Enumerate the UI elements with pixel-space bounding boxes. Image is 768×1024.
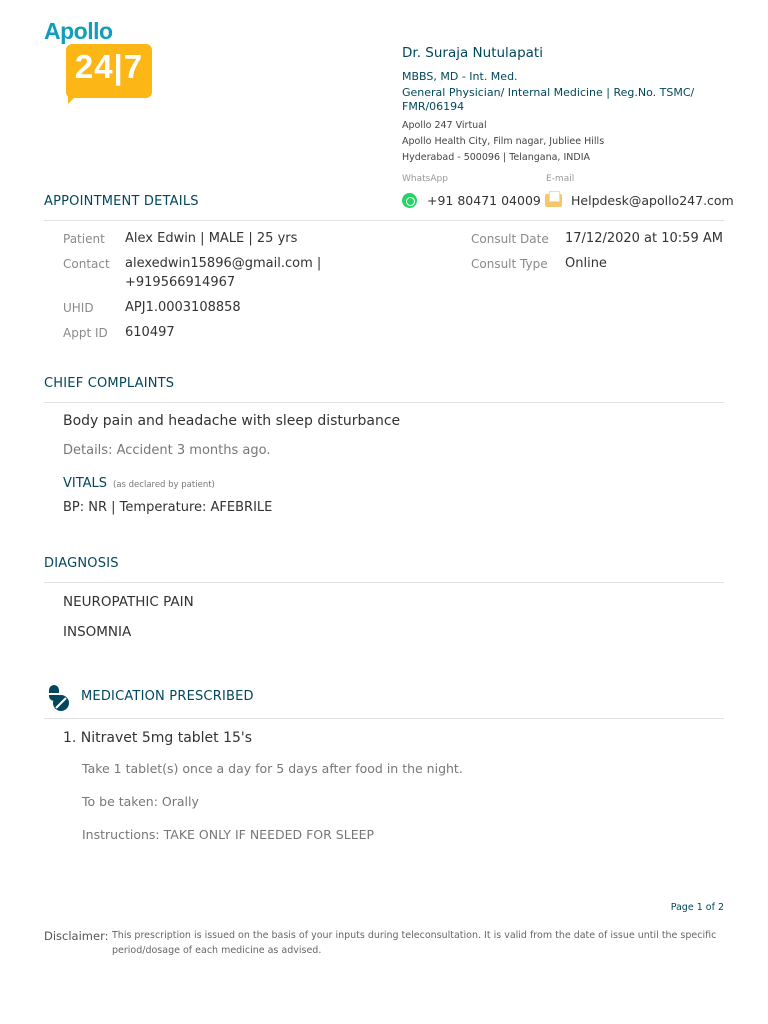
logo-badge-tail xyxy=(68,92,80,104)
apptid-value: 610497 xyxy=(125,325,175,340)
consult-date-value: 17/12/2020 at 10:59 AM xyxy=(565,231,723,246)
contact-email: alexedwin15896@gmail.com | xyxy=(125,256,322,271)
disclaimer-text: This prescription is issued on the basis of your inputs during teleconsultation. It is valid from the date of issue until the specific period/dosage of each medicine as advised. xyxy=(112,930,717,956)
complaint-details: Details: Accident 3 months ago. xyxy=(63,443,271,458)
logo-wordmark: Apollo xyxy=(44,18,113,44)
email-icon xyxy=(545,194,562,207)
patient-value: Alex Edwin | MALE | 25 yrs xyxy=(125,231,298,246)
contact-phone: +919566914967 xyxy=(125,275,236,290)
page-number: Page 1 of 2 xyxy=(670,902,724,913)
address-line: Apollo 247 Virtual xyxy=(402,120,487,131)
diagnosis-item: INSOMNIA xyxy=(63,624,132,640)
consult-type-label: Consult Type xyxy=(471,257,548,271)
medication-dosage: Take 1 tablet(s) once a day for 5 days after food in the night. xyxy=(82,761,463,776)
whatsapp-icon xyxy=(402,193,417,208)
medication-title: 1. Nitravet 5mg tablet 15's xyxy=(63,730,253,746)
address-line: Apollo Health City, Film nagar, Jubliee Hills xyxy=(402,136,605,147)
vitals-note: (as declared by patient) xyxy=(113,480,215,490)
diagnosis-item: NEUROPATHIC PAIN xyxy=(63,594,194,610)
doctor-name: Dr. Suraja Nutulapati xyxy=(402,45,543,61)
uhid-label: UHID xyxy=(63,301,94,315)
pills-icon xyxy=(46,684,72,712)
medication-route: To be taken: Orally xyxy=(82,794,199,809)
apptid-label: Appt ID xyxy=(63,326,108,340)
medication-heading: MEDICATION PRESCRIBED xyxy=(81,689,254,704)
diagnosis-heading: DIAGNOSIS xyxy=(44,556,119,571)
complaint-main: Body pain and headache with sleep disturbance xyxy=(63,413,401,429)
uhid-value: APJ1.0003108858 xyxy=(125,300,241,315)
section-divider xyxy=(44,582,724,583)
disclaimer-label: Disclaimer: xyxy=(44,929,109,943)
vitals-heading: VITALS xyxy=(63,476,108,491)
logo-number: 24|7 xyxy=(74,48,144,85)
medication-instructions: Instructions: TAKE ONLY IF NEEDED FOR SLEEP xyxy=(82,827,375,842)
appointment-heading: APPOINTMENT DETAILS xyxy=(44,194,199,209)
email-address[interactable]: Helpdesk@apollo247.com xyxy=(571,193,734,208)
doctor-specialty: General Physician/ Internal Medicine | Reg.No. TSMC/ FMR/06194 xyxy=(402,86,695,113)
complaints-heading: CHIEF COMPLAINTS xyxy=(44,376,175,391)
whatsapp-number[interactable]: +91 80471 04009 xyxy=(427,193,541,208)
section-divider xyxy=(44,718,724,719)
section-divider xyxy=(44,220,724,221)
vitals-value: BP: NR | Temperature: AFEBRILE xyxy=(63,500,273,515)
consult-date-label: Consult Date xyxy=(471,232,549,246)
doctor-degree: MBBS, MD - Int. Med. xyxy=(402,70,518,83)
address-line: Hyderabad - 500096 | Telangana, INDIA xyxy=(402,152,590,163)
whatsapp-label: WhatsApp xyxy=(402,174,448,184)
consult-type-value: Online xyxy=(565,256,607,271)
email-label: E-mail xyxy=(546,174,575,184)
patient-label: Patient xyxy=(63,232,105,246)
section-divider xyxy=(44,402,724,403)
contact-label: Contact xyxy=(63,257,110,271)
